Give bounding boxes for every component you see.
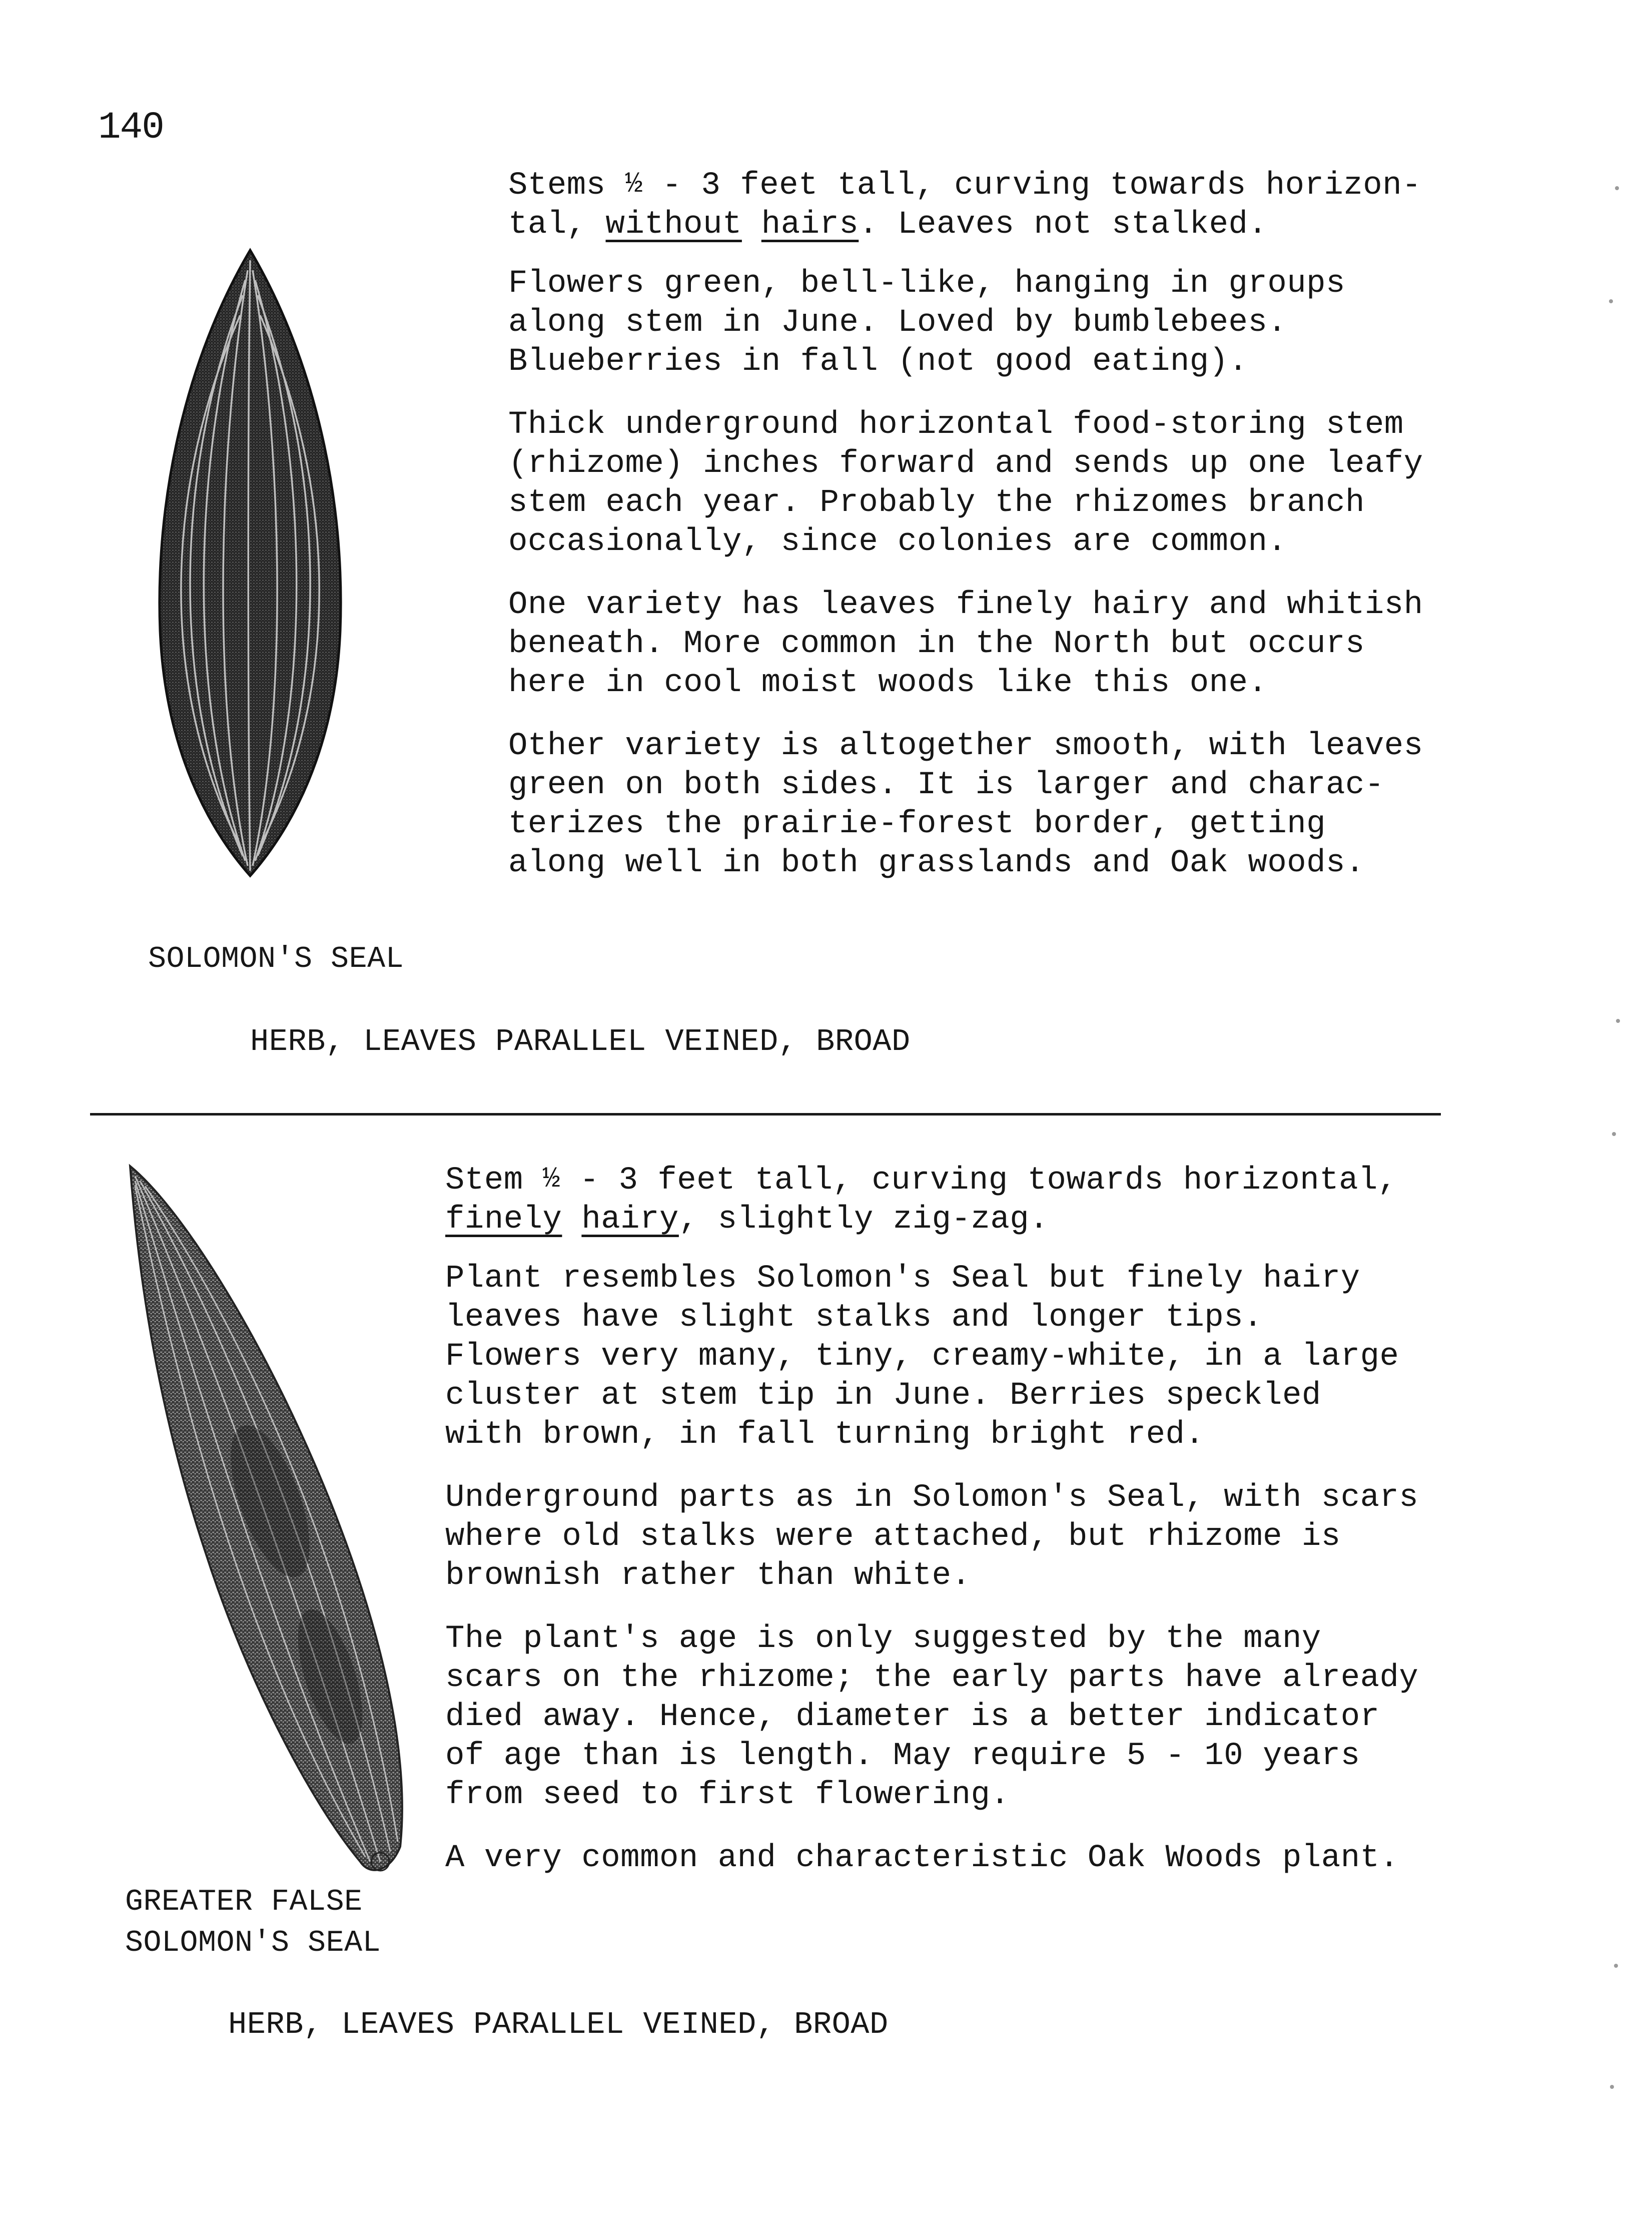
- paragraph-smooth-variety: Other variety is altogether smooth, with leaves green on both sides. It is larger and charac- terizes the prairie-forest border, getting along well in both grasslands and Oak woods.: [508, 728, 1423, 881]
- underlined-term: hairs: [761, 207, 859, 243]
- underlined-term: without: [605, 207, 742, 243]
- paragraph-rhizome: Thick underground horizontal food-storing stem (rhizome) inches forward and sends up one leafy stem each year. Probably the rhizomes branch occasionally, since colonies are common.: [508, 407, 1423, 560]
- scan-speck: [1612, 1132, 1616, 1136]
- plant-category: HERB, LEAVES PARALLEL VEINED, BROAD: [250, 1024, 911, 1059]
- solomons-seal-leaf-illustration: [145, 240, 355, 891]
- stem-text-middle: - 3 feet tall, curving towards horizon- tal,: [508, 168, 1421, 243]
- paragraph-underground: Underground parts as in Solomon's Seal, with scars where old stalks were attached, but rhizome is brownish rather than white.: [445, 1480, 1419, 1594]
- scan-speck: [1616, 1019, 1620, 1023]
- stem-description: [445, 1160, 1566, 1239]
- stem-text-end: , slightly zig-zag.: [678, 1202, 1049, 1238]
- paragraph-resemblance: Plant resembles Solomon's Seal but finely hairy leaves have slight stalks and longer tips. Flowers very many, tiny, creamy-white, in a large cluster at stem tip in June. Berries speckled with brown, in fall turning bright red.: [445, 1261, 1399, 1453]
- plant-name: SOLOMON'S SEAL: [148, 942, 404, 976]
- stem-text-space: [562, 1202, 581, 1238]
- stem-text-middle: - 3 feet tall, curving towards horizontal,: [579, 1163, 1397, 1199]
- paragraph-age: The plant's age is only suggested by the many scars on the rhizome; the early parts have already died away. Hence, diameter is a better indicator of age than is length. May require 5 - 10 years from seed to first flowering.: [445, 1621, 1419, 1813]
- underlined-term: hairy: [581, 1202, 679, 1238]
- solomons-seal-description: [508, 165, 1579, 907]
- stem-description: [508, 165, 1579, 244]
- section-divider: [90, 1113, 1441, 1116]
- fraction: ½: [542, 1163, 560, 1196]
- stem-text-start: Stem: [445, 1163, 543, 1199]
- paragraph-summary: A very common and characteristic Oak Woods plant.: [445, 1840, 1399, 1876]
- scan-speck: [1614, 1964, 1618, 1968]
- scan-speck: [1610, 2085, 1614, 2089]
- page-number: 140: [98, 106, 164, 149]
- stem-text-space: [742, 207, 761, 243]
- paragraph-hairy-variety: One variety has leaves finely hairy and whitish beneath. More common in the North but occurs here in cool moist woods like this one.: [508, 587, 1423, 701]
- false-solomons-seal-description: [445, 1160, 1566, 1902]
- plant-category: HERB, LEAVES PARALLEL VEINED, BROAD: [228, 2007, 889, 2042]
- plant-name: GREATER FALSE SOLOMON'S SEAL: [125, 1885, 381, 1960]
- stem-text-start: Stems: [508, 168, 625, 204]
- paragraph-flowers: Flowers green, bell-like, hanging in groups along stem in June. Loved by bumblebees. Blueberries in fall (not good eating).: [508, 266, 1345, 380]
- scan-speck: [1615, 186, 1619, 190]
- scan-speck: [1609, 299, 1613, 303]
- false-solomons-seal-leaf-illustration: [120, 1151, 440, 1882]
- fraction: ½: [625, 168, 643, 201]
- stem-text-end: . Leaves not stalked.: [859, 207, 1268, 243]
- underlined-term: finely: [445, 1202, 562, 1238]
